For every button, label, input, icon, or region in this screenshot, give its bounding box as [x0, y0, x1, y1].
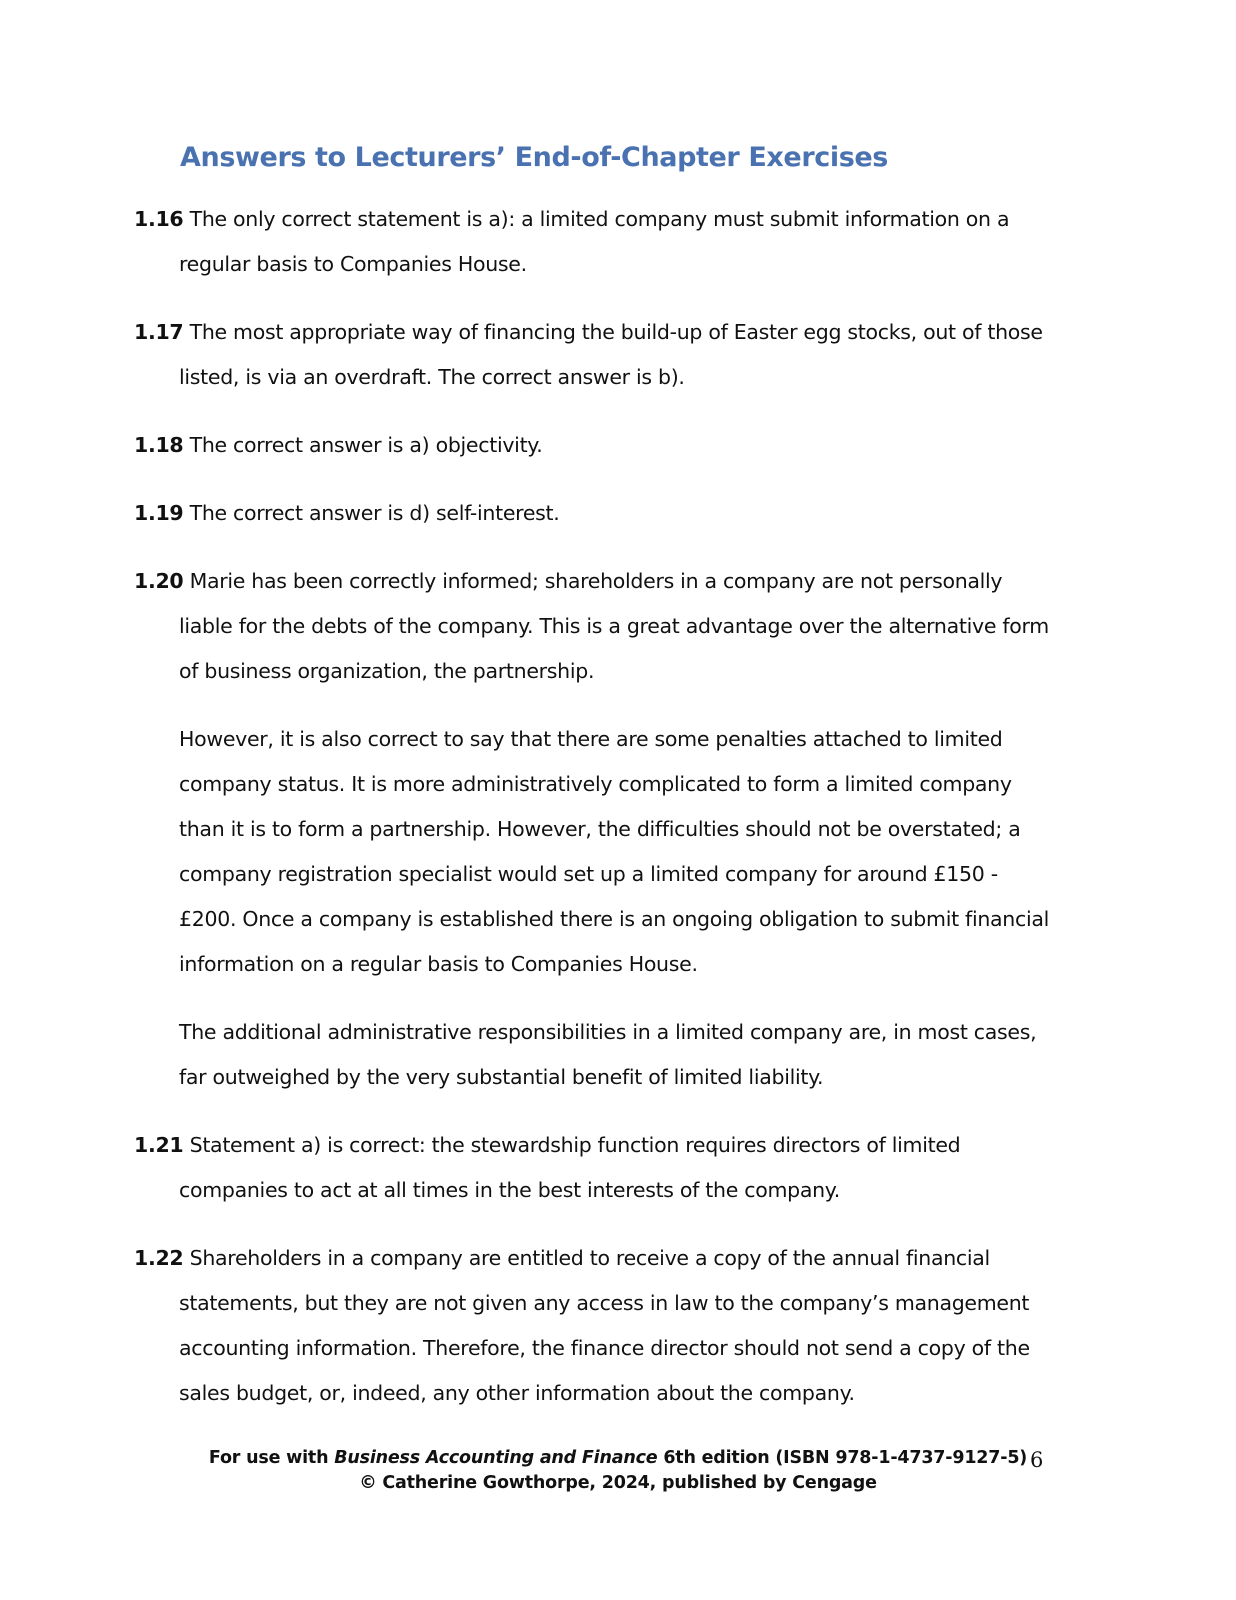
answer-1-20-paragraph: However, it is also correct to say that there are some penalties attached to limited company status. It is more administratively complicated to form a limited company than it is to form a partnership. However, the difficulties should not be overstated; a company registration specialist would set up a limited company for around £150 - £200. Once a company is established there is an ongoing obligation to submit financial information on a regular basis to Companies House. — [179, 727, 1050, 976]
answer-1-16 — [134, 197, 1054, 287]
footer-prefix: For use with — [208, 1448, 335, 1468]
answer-text: The correct answer is a) objectivity. — [189, 433, 543, 457]
page-footer — [0, 1446, 1236, 1496]
answer-number: 1.18 — [134, 433, 184, 457]
answer-1-21 — [134, 1123, 1054, 1213]
answer-number: 1.17 — [134, 320, 184, 344]
footer-copyright: © Catherine Gowthorpe, 2024, published by Cengage — [359, 1473, 877, 1493]
answers-list — [134, 197, 1054, 1439]
answer-1-19 — [134, 491, 1054, 536]
page-number: 6 — [1030, 1448, 1044, 1472]
footer-edition-line — [0, 1446, 1236, 1471]
answer-text: The only correct statement is a): a limited company must submit information on a regular basis to Companies House. — [179, 207, 1010, 276]
footer-suffix: 6th edition (ISBN 978-1-4737-9127-5) — [657, 1448, 1028, 1468]
answer-1-22 — [134, 1236, 1054, 1416]
answer-number: 1.19 — [134, 501, 184, 525]
answer-1-17 — [134, 310, 1054, 400]
answer-number: 1.21 — [134, 1133, 184, 1157]
footer-book-title: Business Accounting and Finance — [334, 1448, 658, 1468]
answer-number: 1.22 — [134, 1246, 184, 1270]
answer-text: Marie has been correctly informed; shareholders in a company are not personally liable for the debts of the company. This is a great advantage over the alternative form of business organization, the partnership. — [179, 569, 1049, 683]
answer-number: 1.16 — [134, 207, 184, 231]
answer-text: Shareholders in a company are entitled to receive a copy of the annual financial statements, but they are not given any access in law to the company’s management accounting information. Therefore, the finance director should not send a copy of the sales budget, or, indeed, any other information about the company. — [179, 1246, 1030, 1405]
answer-number: 1.20 — [134, 569, 184, 593]
answer-1-18 — [134, 423, 1054, 468]
page-heading: Answers to Lecturers’ End-of-Chapter Exercises — [180, 142, 888, 173]
answer-1-20 — [134, 559, 1054, 694]
answer-1-20-paragraph: The additional administrative responsibilities in a limited company are, in most cases, far outweighed by the very substantial benefit of limited liability. — [179, 1020, 1037, 1089]
answer-text: The correct answer is d) self-interest. — [189, 501, 560, 525]
answer-text: Statement a) is correct: the stewardship function requires directors of limited companies to act at all times in the best interests of the company. — [179, 1133, 961, 1202]
answer-text: The most appropriate way of financing the build-up of Easter egg stocks, out of those listed, is via an overdraft. The correct answer is b). — [179, 320, 1043, 389]
